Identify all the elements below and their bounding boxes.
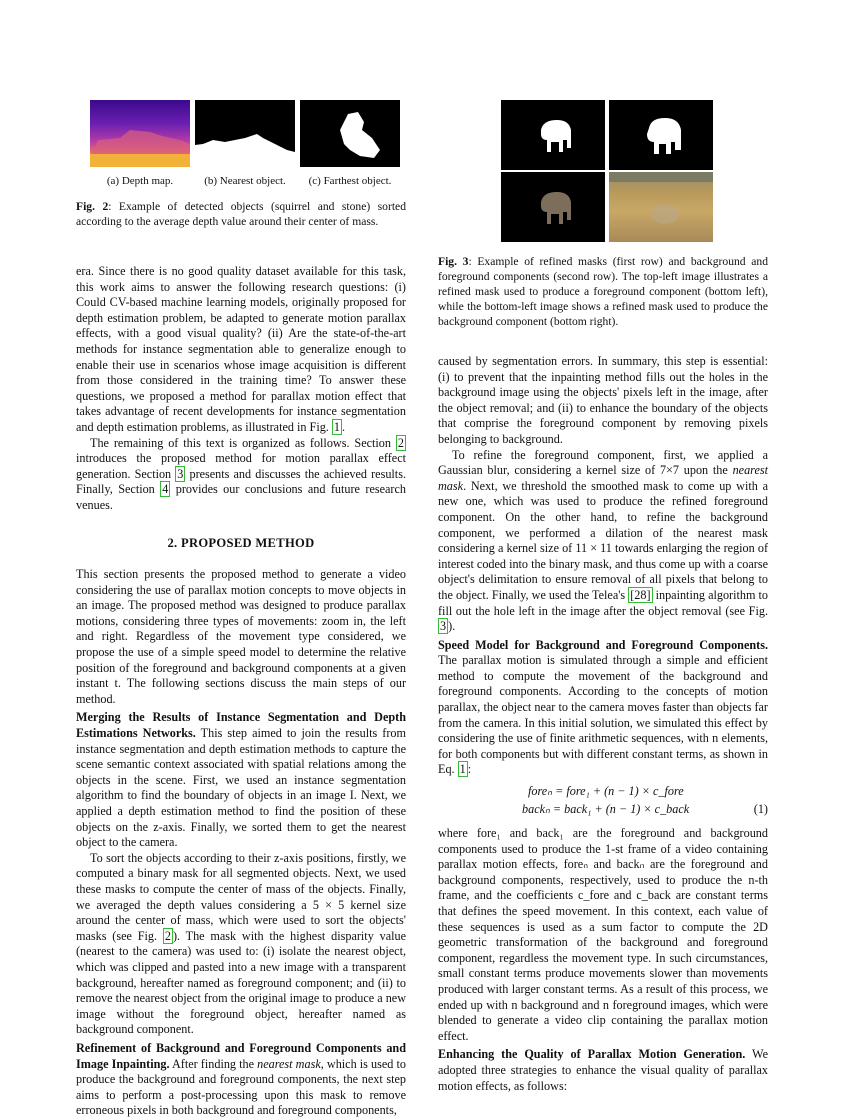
subcaption-a: (a) Depth map.: [106, 175, 174, 187]
enhancing-paragraph: Enhancing the Quality of Parallax Motion Generation. We adopted three strategies to enhance the visual quality of parallax motion effects, as follows:: [438, 1047, 768, 1093]
speed-model-paragraph: Speed Model for Background and Foreground Components. The parallax motion is simulated through a simple and efficient method to compute the movement of the background and foreground components. According to the concepts of motion parallax, the object near to the camera moves faster than objects far from the camera. In this initial solution, we simulated this effect by considering the use of finite arithmetic sequences, with n elements, for both components but with different constant terms, as shown in Eq. 1 :: [438, 637, 768, 777]
section-3-ref-link[interactable]: 3: [177, 466, 184, 481]
background-component-image: [609, 172, 713, 242]
farthest-object-mask-image: [300, 100, 400, 167]
figure-3-caption-text: : Example of refined masks (first row) and background and foreground components (second row). The top-left image illustrates a refined mask used to produce a foreground component (bottom left), while the bottom-left image shows a refined mask used to produce the background component (bottom right).: [438, 255, 768, 328]
organization-paragraph: The remaining of this text is organized as follows. Section 2 introduces the proposed method for motion parallax effect generation. Section 3 presents and discusses the achieved results. Finally, Section 4 provides our conclusions and future research venues.: [76, 435, 406, 512]
method-intro-paragraph: This section presents the proposed method to generate a video considering the use of parallax motion concepts to move objects in an image. The proposed method was designed to produce parallax motions, considering three types of movements: zoom in, the left and right. Regardless of the movement type considered, we propose the use of a simple speed model to determine the relative position of the foreground and background components at a given instant t. The following sections discuss the main steps of our method.: [76, 567, 406, 706]
background-mask-image: [609, 100, 713, 170]
sorting-paragraph: To sort the objects according to their z-axis positions, firstly, we computed a binary mask for all segmented objects. Next, we used these masks to compute the center of mass of the objects. Finally, we averaged the depth values considering a 5 × 5 kernel size around the center of mass, which were used to sort the objects' masks (see Fig. 2 ). The mask with the highest disparity value (nearest to the camera) was used to: (i) isolate the nearest object, which was clipped and pasted into a new image with a transparent background, hereafter named as foreground component; and (ii) to remove the nearest object from the original image to produce a new image without the foreground object, hereafter named as background component.: [76, 850, 406, 1037]
figure-3-label: Fig. 3: [438, 255, 469, 268]
refine-foreground-paragraph: To refine the foreground component, first, we applied a Gaussian blur, considering a kernel size of 7×7 upon the nearest mask. Next, we threshold the smoothed mask to come up with a new one, which was used to produce the refined foreground component. On the other hand, to refine the background component, we performed a dilation of the nearest mask considering a kernel size of 11 × 11 towards enlarging the region of interest coded into the binary mask, and thus come up with a coarse object's delimitation to ensure removal of all pixels that belong to the object. Finally, we used the Telea's [28] inpainting algorithm to fill out the hole left in the image after the object removal (see Fig. 3 ).: [438, 447, 768, 634]
equation-line-2: backₙ = back₁ + (n − 1) × c_back: [522, 802, 690, 817]
merging-heading: Merging the Results of Instance Segmentation and Depth Estimations Networks.: [76, 710, 406, 741]
figure-2-label: Fig. 2: [76, 200, 109, 213]
fig-2-ref-link[interactable]: 2: [164, 928, 171, 943]
merging-paragraph: Merging the Results of Instance Segmentation and Depth Estimations Networks. This step aimed to join the results from instance segmentation and depth estimation methods to capture the scene semantic context associated with spatial relations among the objects in the scene. First, we used an instance segmentation algorithm to find the boundary of objects in an image I. Next, we applied a depth estimation method to find the position of these objects on the z-axis. Finally, we sorted them to get the nearest object to the camera.: [76, 710, 406, 850]
foreground-component-image: [501, 172, 605, 242]
segmentation-errors-paragraph: caused by segmentation errors. In summary, this step is essential: (i) to prevent that the inpainting method fills out the holes in the background image using the objects' pixels left in the image, after the object removal; and (ii) to enhance the boundary of the objects that comprise the foreground component by removing pixels belonging to background.: [438, 354, 768, 446]
refinement-paragraph: Refinement of Background and Foreground Components and Image Inpainting. After finding the nearest mask, which is used to produce the background and foreground components, the next step aims to perform a post-processing upon this mask to remove erroneous pixels in both background and foreground components,: [76, 1040, 406, 1118]
section-title: 2. PROPOSED METHOD: [167, 535, 315, 550]
intro-paragraph: era. Since there is no good quality dataset available for this task, this work aims to answer the following research questions: (i) Could CV-based machine learning models, originally proposed for depth estimation problem, be adapted to generate motion parallax effects, with a good visual quality? (ii) Are the state-of-the-art methods for instance segmentation able to generalize enough to enable their use in scenarios whose image acquisition is different from those considered in the training time? To answer these questions, we proposed a method for parallax motion effect that takes advantage of recent developments for instance segmentation and depth estimation problems, as illustrated in Fig. 1 .: [76, 264, 406, 434]
citation-28-link[interactable]: [28]: [630, 587, 651, 602]
left-column: [76, 264, 406, 1119]
speed-model-explanation-paragraph: where fore₁ and back₁ are the foreground and background components used to produce the 1-st frame of a video containing parallax motion effects, foreₙ and backₙ are the foreground and background components, respectively, used to produce the n-th frame, and the coefficients c_fore and c_back are constant terms that defines the speed movement. In this context, each value of these sequences is used as a sum factor to compute the 2D geometric transformation of the background and foreground component, regardless the movement type. In such circumstances, small constant terms produce movements slower than movements produced with larger constant terms. As a result of this process, we ended up with n background and n foreground images, which were blended to generate a video clip containing the parallax motion effect.: [438, 826, 768, 1043]
speed-model-heading: Speed Model for Background and Foreground Components.: [438, 637, 768, 652]
section-4-ref-link[interactable]: 4: [162, 482, 169, 497]
equation-1: [438, 784, 768, 822]
nearest-object-mask-image: [195, 100, 295, 167]
figure-2-caption-text: : Example of detected objects (squirrel and stone) sorted according to the average depth value around their center of mass.: [76, 200, 406, 228]
figure-3-caption: [438, 254, 768, 329]
equation-number: (1): [753, 802, 768, 817]
foreground-mask-image: [501, 100, 605, 170]
figure-2-caption: [76, 199, 406, 229]
enhancing-heading: Enhancing the Quality of Parallax Motion Generation.: [438, 1047, 746, 1062]
equation-line-1: foreₙ = fore₁ + (n − 1) × c_fore: [528, 784, 684, 799]
section-2-ref-link[interactable]: 2: [397, 435, 404, 450]
refinement-heading: Refinement of Background and Foreground Components and Image Inpainting.: [76, 1040, 406, 1071]
figure-3: [501, 100, 713, 242]
subcaption-b: (b) Nearest object.: [204, 175, 286, 187]
right-column: [438, 354, 768, 1094]
subcaption-c: (c) Farthest object.: [308, 175, 392, 187]
depth-map-image: [90, 100, 190, 167]
fig-3-ref-link[interactable]: 3: [440, 619, 447, 634]
eq-1-ref-link[interactable]: 1: [459, 762, 466, 777]
fig-1-ref-link[interactable]: 1: [333, 419, 340, 434]
